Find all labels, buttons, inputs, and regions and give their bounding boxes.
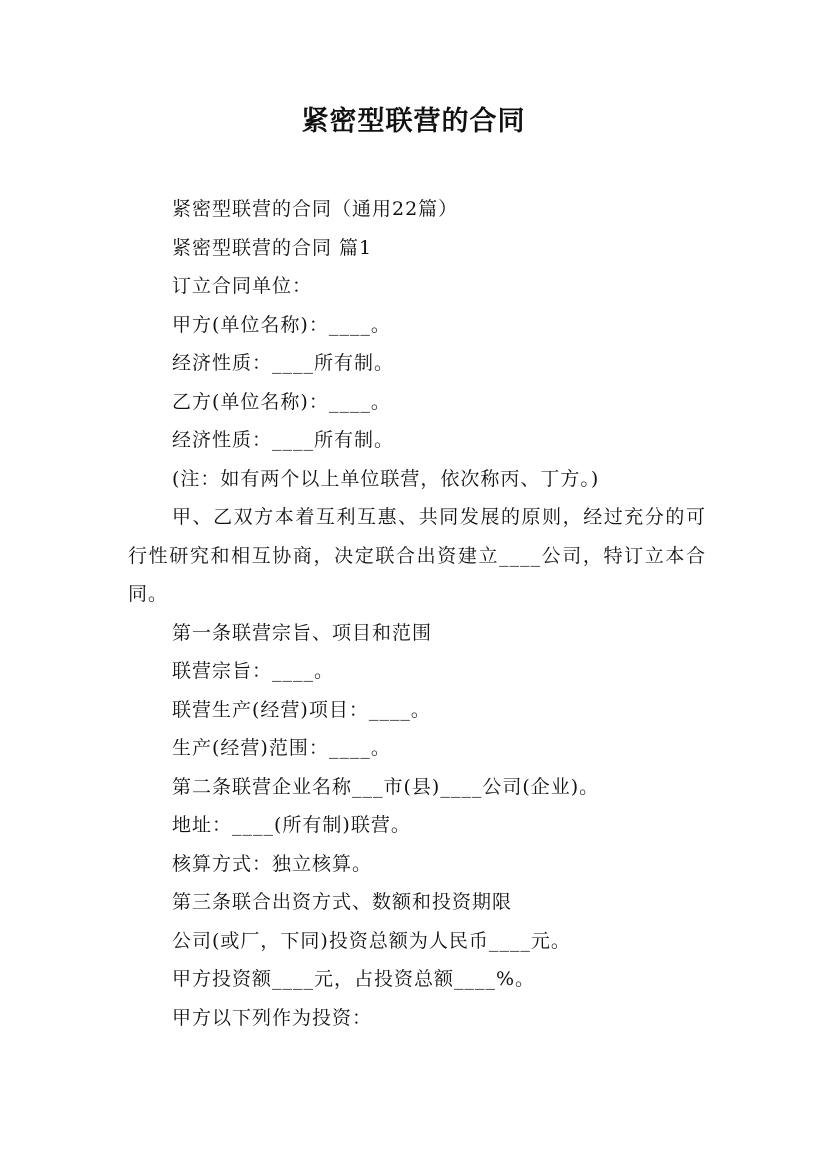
paragraph-total-investment: 公司(或厂，下同)投资总额为人民币____元。 xyxy=(172,929,571,952)
paragraph-address: 地址：____(所有制)联营。 xyxy=(172,814,411,836)
paragraph-party-a-assets: 甲方以下列作为投资： xyxy=(172,1006,373,1029)
document-title: 紧密型联营的合同 xyxy=(301,106,526,137)
paragraph-article-3: 第三条联合出资方式、数额和投资期限 xyxy=(172,891,513,913)
paragraph-party-a-nature: 经济性质：____所有制。 xyxy=(172,352,395,374)
paragraph-part-heading: 紧密型联营的合同 篇1 xyxy=(172,236,373,259)
paragraph-project: 联营生产(经营)项目：____。 xyxy=(172,698,431,721)
paragraph-party-b-nature: 经济性质：____所有制。 xyxy=(172,429,395,451)
paragraph-preamble: 甲、乙双方本着互利互惠、共同发展的原则，经过充分的可行性研究和相互协商，决定联合出资建立____公司，特订立本合同。 xyxy=(128,506,706,605)
paragraph-party-a-name: 甲方(单位名称)：____。 xyxy=(172,313,391,336)
paragraph-purpose: 联营宗旨：____。 xyxy=(172,660,335,682)
document-body xyxy=(128,190,706,1037)
paragraph-subtitle: 紧密型联营的合同（通用22篇） xyxy=(172,198,459,220)
paragraph-article-1: 第一条联营宗旨、项目和范围 xyxy=(172,621,433,644)
paragraph-accounting: 核算方式：独立核算。 xyxy=(172,852,373,875)
paragraph-scope: 生产(经营)范围：____。 xyxy=(172,737,391,759)
paragraph-party-b-name: 乙方(单位名称)：____。 xyxy=(172,390,391,413)
paragraph-article-2: 第二条联营企业名称___市(县)____公司(企业)。 xyxy=(172,775,600,798)
paragraph-party-a-investment: 甲方投资额____元，占投资总额____%。 xyxy=(172,968,536,990)
paragraph-note: (注：如有两个以上单位联营，依次称丙、丁方。) xyxy=(172,467,600,490)
paragraph-parties-heading: 订立合同单位： xyxy=(172,275,313,297)
